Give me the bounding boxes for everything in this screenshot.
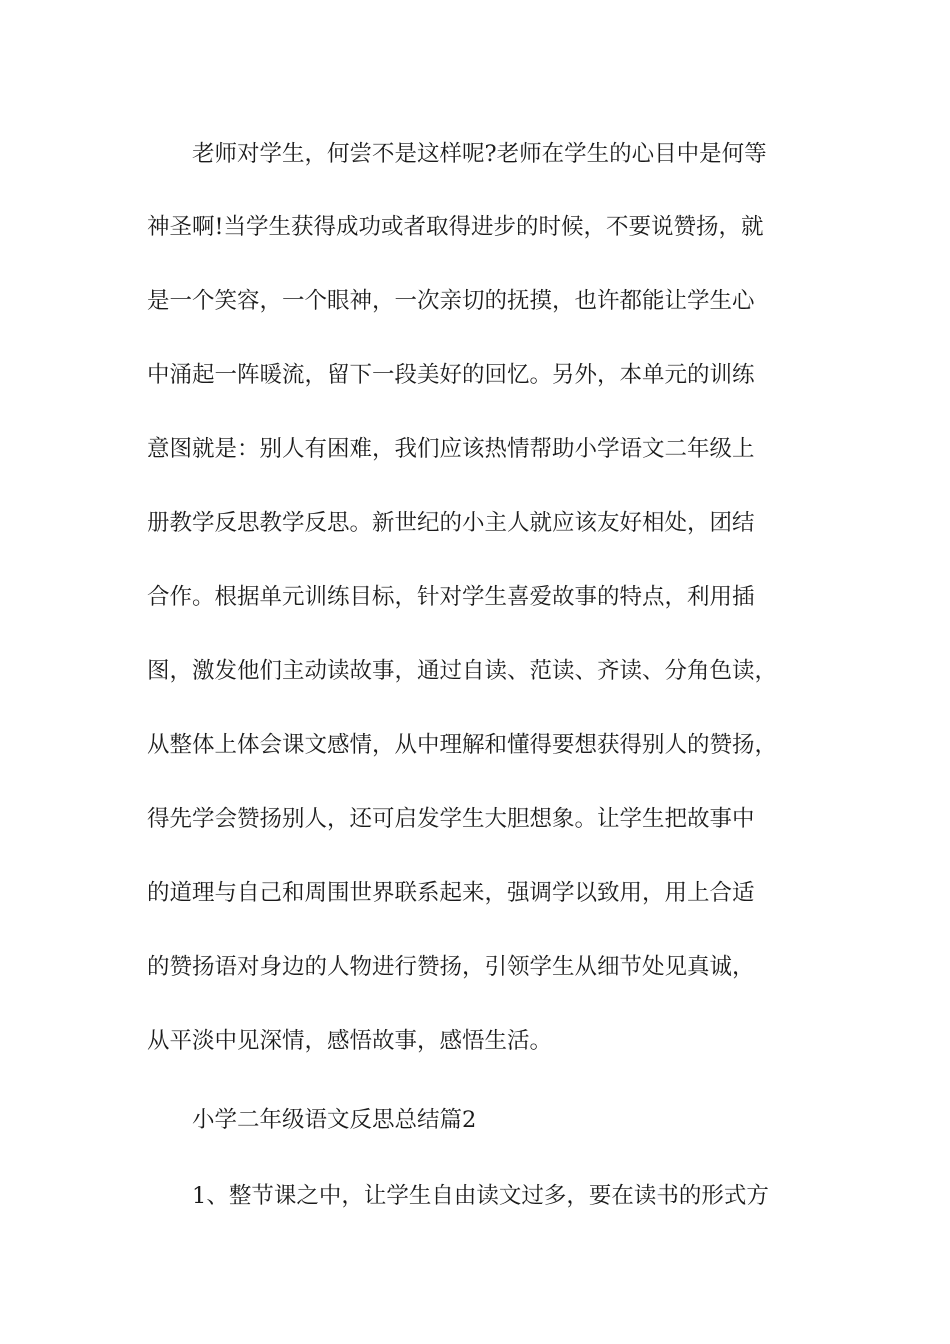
paragraph-line-12: 的赞扬语对身边的人物进行赞扬，引领学生从细节处见真诚， (147, 954, 755, 980)
list-item-1-line: 1、整节课之中，让学生自由读文过多，要在读书的形式方 (192, 1183, 769, 1209)
paragraph-line-1: 老师对学生，何尝不是这样呢?老师在学生的心目中是何等 (192, 141, 767, 167)
paragraph-line-9: 从整体上体会课文感情，从中理解和懂得要想获得别人的赞扬， (147, 732, 778, 758)
paragraph-line-4: 中涌起一阵暖流，留下一段美好的回忆。另外，本单元的训练 (147, 362, 755, 388)
paragraph-line-11: 的道理与自己和周围世界联系起来，强调学以致用，用上合适 (147, 880, 755, 906)
paragraph-line-8: 图，激发他们主动读故事，通过自读、范读、齐读、分角色读， (147, 658, 778, 684)
paragraph-line-6: 册教学反思教学反思。新世纪的小主人就应该友好相处，团结 (147, 510, 755, 536)
paragraph-line-3: 是一个笑容，一个眼神，一次亲切的抚摸，也许都能让学生心 (147, 288, 755, 314)
paragraph-line-7: 合作。根据单元训练目标，针对学生喜爱故事的特点，利用插 (147, 584, 755, 610)
paragraph-line-10: 得先学会赞扬别人，还可启发学生大胆想象。让学生把故事中 (147, 806, 755, 832)
paragraph-line-2: 神圣啊!当学生获得成功或者取得进步的时候，不要说赞扬，就 (147, 214, 764, 240)
paragraph-line-5: 意图就是：别人有困难，我们应该热情帮助小学语文二年级上 (147, 436, 755, 462)
section-heading: 小学二年级语文反思总结篇2 (192, 1107, 477, 1133)
paragraph-line-13: 从平淡中见深情，感悟故事，感悟生活。 (147, 1028, 553, 1054)
